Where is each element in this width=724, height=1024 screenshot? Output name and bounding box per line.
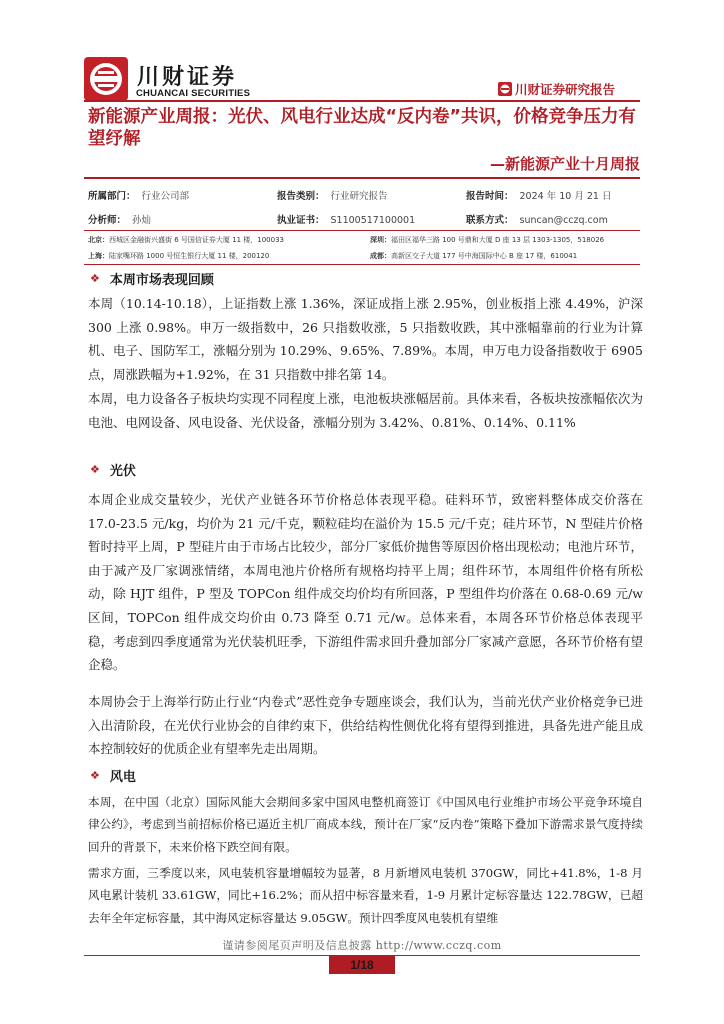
address-shanghai — [88, 251, 269, 261]
dept-info — [88, 188, 189, 202]
paragraph: 本周，在中国（北京）国际风能大会期间多家中国风电整机商签订《中国风电行业维护市场公平竞争环境自律公约》，考虑到当前招标价格已逼近主机厂商成本线，预计在厂家“反内卷”策略下叠加下游需求景气度持续回升的背景下，未来价格下跌空间有限。 — [88, 795, 643, 854]
section-title: 本周市场表现回顾 — [109, 273, 214, 288]
diamond-bullet-icon: ❖ — [90, 769, 100, 782]
info-bottom-divider — [84, 230, 640, 231]
dept-value: 行业公司部 — [141, 191, 190, 202]
address-shanghai-label: 上海： — [88, 252, 109, 260]
report-title: 新能源产业周报：光伏、风电行业达成“反内卷”共识，价格竞争压力有望纾解 — [88, 107, 637, 149]
type-label: 报告类别： — [277, 191, 325, 202]
date-label: 报告时间： — [466, 191, 514, 202]
address-shenzhen-value: 福田区福华三路 100 号鼎和大厦 D 座 13 层 1303-1305，518026 — [391, 236, 605, 244]
address-shenzhen-label: 深圳： — [370, 236, 391, 244]
date-info — [466, 188, 611, 202]
brand-small-icon — [498, 82, 512, 96]
diamond-bullet-icon: ❖ — [90, 272, 100, 285]
address-beijing-value: 西城区金融街兴盛街 6 号国信证券大厦 11 楼，100033 — [109, 236, 284, 244]
address-chengdu — [370, 251, 577, 261]
address-chengdu-value: 高新区交子大道 177 号中海国际中心 B 座 17 楼，610041 — [391, 252, 578, 260]
address-beijing-label: 北京： — [88, 236, 109, 244]
report-series-text: 川财证券研究报告 — [515, 82, 616, 97]
analyst-info — [88, 212, 151, 226]
date-value: 2024 年 10 月 21 日 — [519, 191, 612, 202]
paragraph: 本周（10.14-10.18），上证指数上涨 1.36%，深证成指上涨 2.95%，创业板指上涨 4.49%，沪深 300 上涨 0.98%。申万一级指数中，26 只指数收涨，5 只指数收跌，其中涨幅靠前的行业为计算机、电子、国防军工，涨幅分别为 10.29%、9.65%、7.89%。本周，申万电力设备指数收于 6905 点，周涨跌幅为+1.92%，在 31 只指数中排名第 14。 — [88, 296, 643, 382]
company-name-cn: 川财证券 — [137, 65, 238, 90]
footer-disclaimer: 谨请参阅尾页声明及信息披露 http://www.cczq.com — [222, 939, 502, 952]
cert-info — [277, 212, 415, 226]
section-heading-wind — [90, 766, 136, 785]
section-title: 风电 — [109, 770, 136, 785]
page-number: 1/18 — [350, 958, 374, 972]
section-heading-pv — [90, 460, 136, 479]
paragraph: 本周，电力设备各子板块均实现不同程度上涨，电池板块涨幅居前。具体来看，各板块按涨幅依次为电池、电网设备、风电设备、光伏设备，涨幅分别为 3.42%、0.81%、0.14%、0.11% — [88, 391, 643, 430]
report-series-label — [498, 80, 615, 98]
report-subtitle: —新能源产业十月周报 — [489, 155, 640, 173]
contact-info — [466, 212, 608, 226]
company-name-en: CHUANCAI SECURITIES — [136, 88, 251, 99]
cert-value: S1100517100001 — [330, 215, 416, 226]
section-title: 光伏 — [109, 464, 136, 479]
paragraph: 本周企业成交量较少，光伏产业链各环节价格总体表现平稳。硅料环节，致密料整体成交价落在 17.0-23.5 元/kg，均价为 21 元/千克，颗粒硅均在溢价为 15.5 元/千克；硅片环节，N 型硅片价格暂时持平上周，P 型硅片由于市场占比较少，部分厂家低价抛售等原因价格出现松动；电池片环节，由于减产及厂家调涨情绪，本周电池片价格所有规格均持平上周；组件环节，本周组件价格有所松动，除 HJT 组件，P 型及 TOPCon 组件成交均价均有所回落，P 型组件均价落在 0.68-0.69 元/w 区间，TOPCon 组件成交均价由 0.73 降至 0.71 元/w。总体来看，本周各环节价格总体表现平稳，考虑到四季度通常为光伏装机旺季，下游组件需求回升叠加部分厂家减产意愿，各环节价格有望企稳。 — [88, 492, 643, 673]
address-shenzhen — [370, 235, 604, 245]
type-info — [277, 188, 388, 202]
paragraph: 需求方面，三季度以来，风电装机容量增幅较为显著，8 月新增风电装机 370GW，同比+41.8%，1-8 月风电累计装机 33.61GW，同比+16.2%；而从招中标容量来看，1-9 月累计定标容量达 122.78GW，已超去年全年定标容量，其中海风定标容量达 9.05GW。预计四季度风电装机有望维 — [88, 866, 643, 925]
cert-label: 执业证书： — [277, 215, 325, 226]
address-shanghai-value: 陆家嘴环路 1000 号恒生银行大厦 11 楼，200120 — [109, 252, 270, 260]
header-divider — [84, 100, 640, 102]
analyst-label: 分析师： — [88, 215, 127, 226]
section-heading-market — [90, 269, 214, 288]
type-value: 行业研究报告 — [330, 191, 388, 202]
address-chengdu-label: 成都： — [370, 252, 391, 260]
info-top-divider — [84, 177, 640, 179]
address-beijing — [88, 235, 284, 245]
company-logo-icon — [84, 57, 128, 101]
diamond-bullet-icon: ❖ — [90, 463, 100, 476]
contact-label: 联系方式： — [466, 215, 514, 226]
analyst-value: 孙灿 — [132, 215, 152, 226]
paragraph: 本周协会于上海举行防止行业“内卷式”恶性竞争专题座谈会，我们认为，当前光伏产业价格竞争已进入出清阶段，在光伏行业协会的自律约束下，供给结构性侧优化将有望得到推进，具备先进产能且成本控制较好的优质企业有望率先走出周期。 — [88, 694, 643, 757]
contact-value: suncan@cczq.com — [519, 215, 608, 226]
dept-label: 所属部门： — [88, 191, 136, 202]
address-divider — [84, 264, 640, 265]
